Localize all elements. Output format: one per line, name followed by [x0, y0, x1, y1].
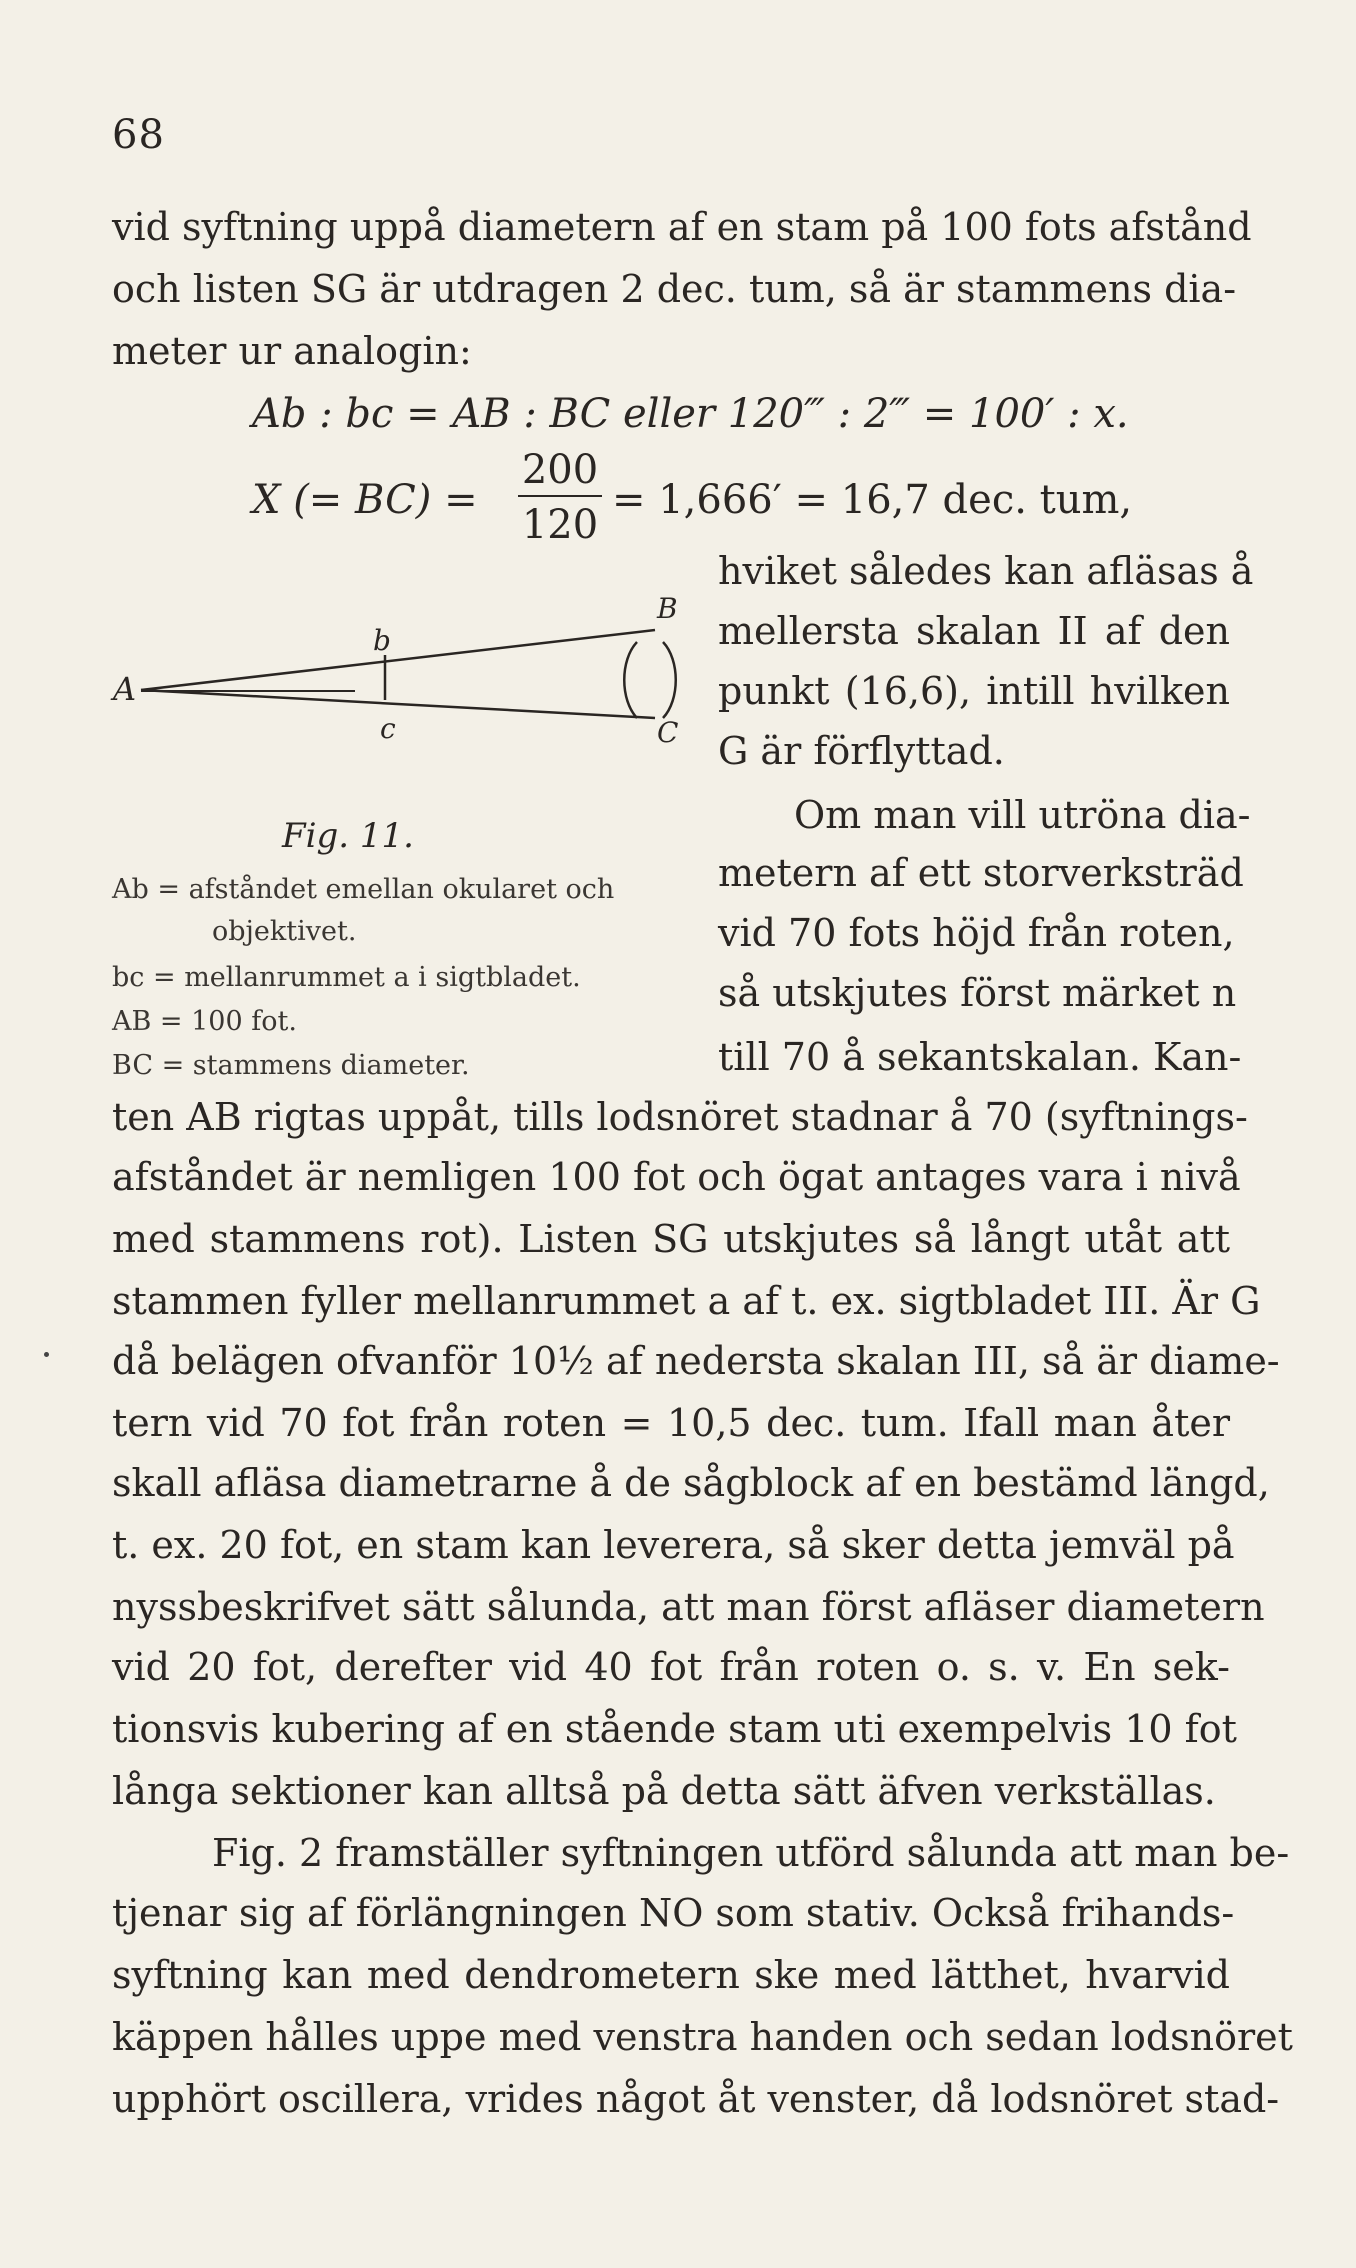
figure-11-diagram: [105, 560, 705, 760]
right-column-line: så utskjutes först märket n: [718, 971, 1237, 1015]
right-column-line: punkt (16,6), intill hvilken: [718, 669, 1230, 713]
text-line: ten AB rigtas uppåt, tills lodsnöret stadnar å 70 (syftnings-: [112, 1095, 1248, 1139]
figure-title: Fig. 11.: [282, 816, 414, 856]
text-line: med stammens rot). Listen SG utskjutes så långt utåt att: [112, 1217, 1230, 1261]
text-line: då belägen ofvanför 10½ af nedersta skalan III, så är diame-: [112, 1339, 1280, 1383]
figure-caption-line: objektivet.: [212, 916, 357, 947]
label-c: c: [380, 712, 396, 745]
formula-numerator: 200: [521, 447, 599, 493]
right-column-line: vid 70 fots höjd från roten,: [718, 911, 1235, 955]
text-line: käppen hålles uppe med venstra handen och sedan lodsnöret: [112, 2015, 1293, 2059]
text-line: tionsvis kubering af en stående stam uti exempelvis 10 fot: [112, 1707, 1237, 1751]
text-line: t. ex. 20 fot, en stam kan leverera, så sker detta jemväl på: [112, 1523, 1235, 1567]
text-line: stammen fyller mellanrummet a af t. ex. sigtbladet III. Är G: [112, 1279, 1261, 1323]
text-line: upphört oscillera, vrides något åt venster, då lodsnöret stad-: [112, 2077, 1280, 2121]
right-column-line: mellersta skalan II af den: [718, 609, 1230, 653]
right-column-line: till 70 å sekantskalan. Kan-: [718, 1035, 1242, 1079]
label-b: b: [373, 624, 391, 657]
text-line: vid 20 fot, derefter vid 40 fot från roten o. s. v. En sek-: [112, 1645, 1230, 1689]
print-speck: [44, 1352, 49, 1357]
page-number: 68: [112, 112, 165, 158]
text-line: meter ur analogin:: [112, 329, 472, 373]
text-line: syftning kan med dendrometern ske med lätthet, hvarvid: [112, 1953, 1230, 1997]
text-line: skall afläsa diametrarne å de sågblock af en bestämd längd,: [112, 1461, 1270, 1505]
text-line: Fig. 2 framställer syftningen utförd sålunda att man be-: [212, 1831, 1290, 1875]
text-line: vid syftning uppå diametern af en stam på 100 fots afstånd: [112, 205, 1252, 249]
text-line: nyssbeskrifvet sätt sålunda, att man först afläser diametern: [112, 1585, 1265, 1629]
text-line: tern vid 70 fot från roten = 10,5 dec. tum. Ifall man åter: [112, 1401, 1230, 1445]
formula-denominator: 120: [521, 502, 599, 548]
figure-caption-line: BC = stammens diameter.: [112, 1050, 470, 1081]
right-column-line: hviket således kan afläsas å: [718, 549, 1254, 593]
analogy-equation: Ab : bc = AB : BC eller 120‴ : 2‴ = 100′ : x.: [252, 391, 1129, 437]
text-line: afståndet är nemligen 100 fot och ögat antages vara i nivå: [112, 1155, 1241, 1199]
line-A-to-B: [141, 630, 655, 690]
label-A: A: [113, 670, 137, 708]
formula-rhs: = 1,666′ = 16,7 dec. tum,: [612, 477, 1133, 523]
stem-left-edge: [624, 642, 637, 718]
right-column-line: Om man vill utröna dia-: [794, 793, 1251, 837]
label-B: B: [657, 592, 678, 625]
fraction-bar: [518, 495, 602, 497]
right-column-line: metern af ett storverksträd: [718, 851, 1244, 895]
text-line: och listen SG är utdragen 2 dec. tum, så är stammens dia-: [112, 267, 1237, 311]
figure-caption-line: bc = mellanrummet a i sigtbladet.: [112, 962, 581, 993]
text-line: tjenar sig af förlängningen NO som stativ. Också frihands-: [112, 1891, 1235, 1935]
formula-lhs: X (= BC) =: [252, 477, 478, 523]
stem-right-edge: [663, 642, 676, 718]
figure-caption-line: AB = 100 fot.: [112, 1006, 297, 1037]
figure-caption-line: Ab = afståndet emellan okularet och: [112, 874, 615, 905]
line-A-to-C: [141, 690, 655, 718]
label-C: C: [657, 716, 679, 749]
text-line: långa sektioner kan alltså på detta sätt äfven verkställas.: [112, 1769, 1216, 1813]
right-column-line: G är förflyttad.: [718, 729, 1005, 773]
